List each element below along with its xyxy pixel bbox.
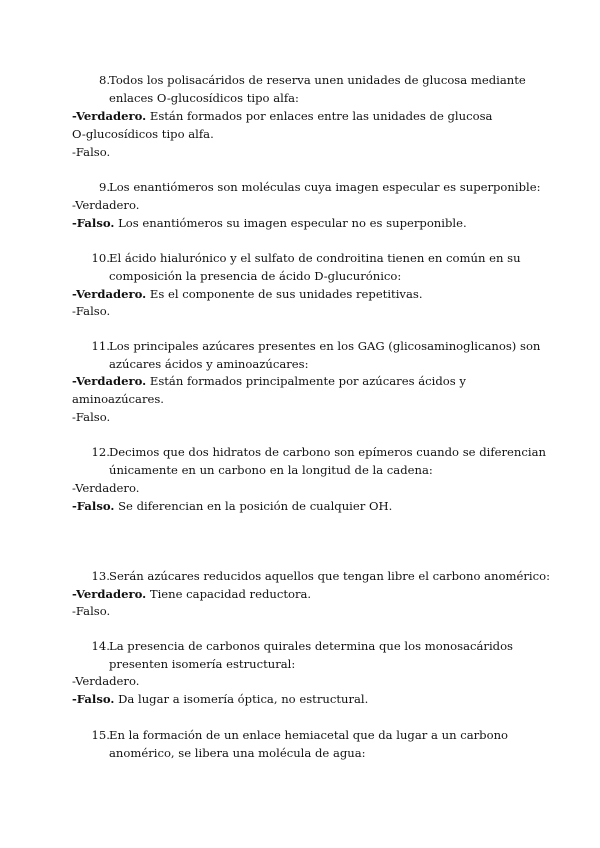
question-number: 12. [91, 445, 110, 459]
answer-true: -Verdadero. [72, 198, 140, 212]
answer-false: -Falso. [72, 410, 111, 424]
answer-false: -Falso. Da lugar a isomería óptica, no estructural. [72, 692, 369, 706]
question-text: Serán azúcares reducidos aquellos que tengan libre el carbono anomérico: [109, 569, 550, 583]
question-10 [90, 249, 550, 285]
question-text: Los principales azúcares presentes en los GAG (glicosaminoglicanos) son azúcares ácidos y aminoazúcares: [109, 339, 541, 371]
answer-true: -Verdadero. Están formados principalmente por azúcares ácidos y aminoazúcares. [72, 374, 466, 406]
question-15 [90, 726, 550, 762]
question-text: Decimos que dos hidratos de carbono son epímeros cuando se diferencian únicamente en un carbono en la longitud de la cadena: [109, 445, 546, 477]
question-text: Todos los polisacáridos de reserva unen unidades de glucosa mediante enlaces O-glucosídicos tipo alfa: [109, 73, 526, 105]
question-9 [90, 178, 550, 196]
question-14 [90, 637, 550, 673]
answer-false: -Falso. [72, 145, 111, 159]
question-number: 9. [98, 180, 110, 194]
question-13 [90, 567, 550, 585]
answer-true: -Verdadero. Están formados por enlaces entre las unidades de glucosa O-glucosídicos tipo alfa. [72, 109, 493, 141]
question-text: El ácido hialurónico y el sulfato de condroitina tienen en común en su composición la presencia de ácido D-glucurónico: [109, 251, 521, 283]
answer-true: -Verdadero. Tiene capacidad reductora. [72, 587, 312, 601]
answer-false: -Falso. Los enantiómeros su imagen especular no es superponible. [72, 216, 467, 230]
question-text: La presencia de carbonos quirales determina que los monosacáridos presenten isomería estructural: [109, 639, 514, 671]
answer-false: -Falso. [72, 304, 111, 318]
question-text: En la formación de un enlace hemiacetal que da lugar a un carbono anomérico, se libera una molécula de agua: [109, 728, 509, 760]
question-12 [90, 443, 550, 479]
answer-false: -Falso. Se diferencian en la posición de cualquier OH. [72, 499, 393, 513]
question-number: 10. [91, 251, 110, 265]
question-8 [90, 71, 550, 107]
question-number: 15. [91, 728, 110, 742]
question-number: 11. [91, 339, 110, 353]
answer-true: -Verdadero. [72, 674, 140, 688]
answer-true: -Verdadero. [72, 481, 140, 495]
question-number: 8. [98, 73, 110, 87]
question-number: 13. [91, 569, 110, 583]
question-text: Los enantiómeros son moléculas cuya imagen especular es superponible: [109, 180, 541, 194]
question-11 [90, 337, 550, 373]
question-number: 14. [91, 639, 110, 653]
answer-true: -Verdadero. Es el componente de sus unidades repetitivas. [72, 287, 423, 301]
answer-false: -Falso. [72, 604, 111, 618]
